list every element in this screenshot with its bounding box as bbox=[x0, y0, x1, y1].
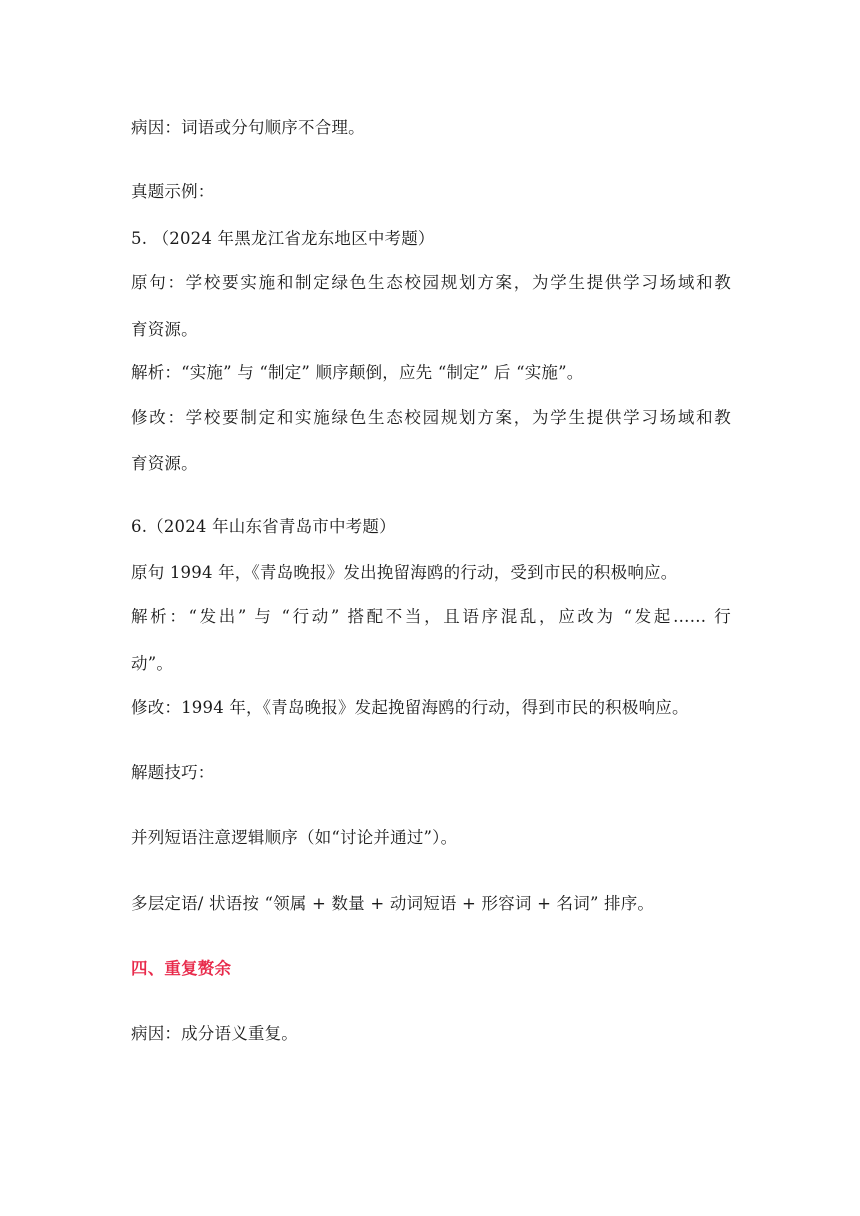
section-heading-redundancy: 四、重复赘余 bbox=[131, 959, 232, 978]
example-5-revision-line-1: 修改：学校要制定和实施绿色生态校园规划方案，为学生提供学习场域和教 bbox=[131, 408, 731, 427]
example-6-original: 原句 1994 年，《青岛晚报》发出挽留海鸥的行动，受到市民的积极响应。 bbox=[131, 563, 678, 582]
cause-line-1: 病因：词语或分句顺序不合理。 bbox=[131, 118, 365, 137]
tips-heading: 解题技巧： bbox=[131, 763, 215, 782]
example-6-analysis-line-2: 动”。 bbox=[131, 654, 174, 673]
tip-line-1: 并列短语注意逻辑顺序（如“讨论并通过”）。 bbox=[131, 828, 458, 847]
example-5-analysis: 解析：“实施” 与 “制定” 顺序颠倒，应先 “制定” 后 “实施”。 bbox=[131, 363, 584, 382]
example-5-revision-line-2: 育资源。 bbox=[131, 454, 198, 473]
example-6-revision: 修改：1994 年，《青岛晚报》发起挽留海鸥的行动，得到市民的积极响应。 bbox=[131, 698, 689, 717]
example-5-title: 5. （2024 年黑龙江省龙东地区中考题） bbox=[131, 229, 435, 248]
example-5-original-line-1: 原句：学校要实施和制定绿色生态校园规划方案，为学生提供学习场域和教 bbox=[131, 273, 731, 292]
examples-heading: 真题示例： bbox=[131, 182, 215, 201]
cause-line-2: 病因：成分语义重复。 bbox=[131, 1024, 298, 1043]
example-5-original-line-2: 育资源。 bbox=[131, 320, 198, 339]
example-6-title: 6.（2024 年山东省青岛市中考题） bbox=[131, 517, 396, 536]
example-6-analysis-line-1: 解析：“发出” 与 “行动” 搭配不当，且语序混乱，应改为 “发起…… 行 bbox=[131, 607, 731, 626]
tip-line-2: 多层定语/ 状语按 “领属 + 数量 + 动词短语 + 形容词 + 名词” 排序。 bbox=[131, 894, 655, 913]
